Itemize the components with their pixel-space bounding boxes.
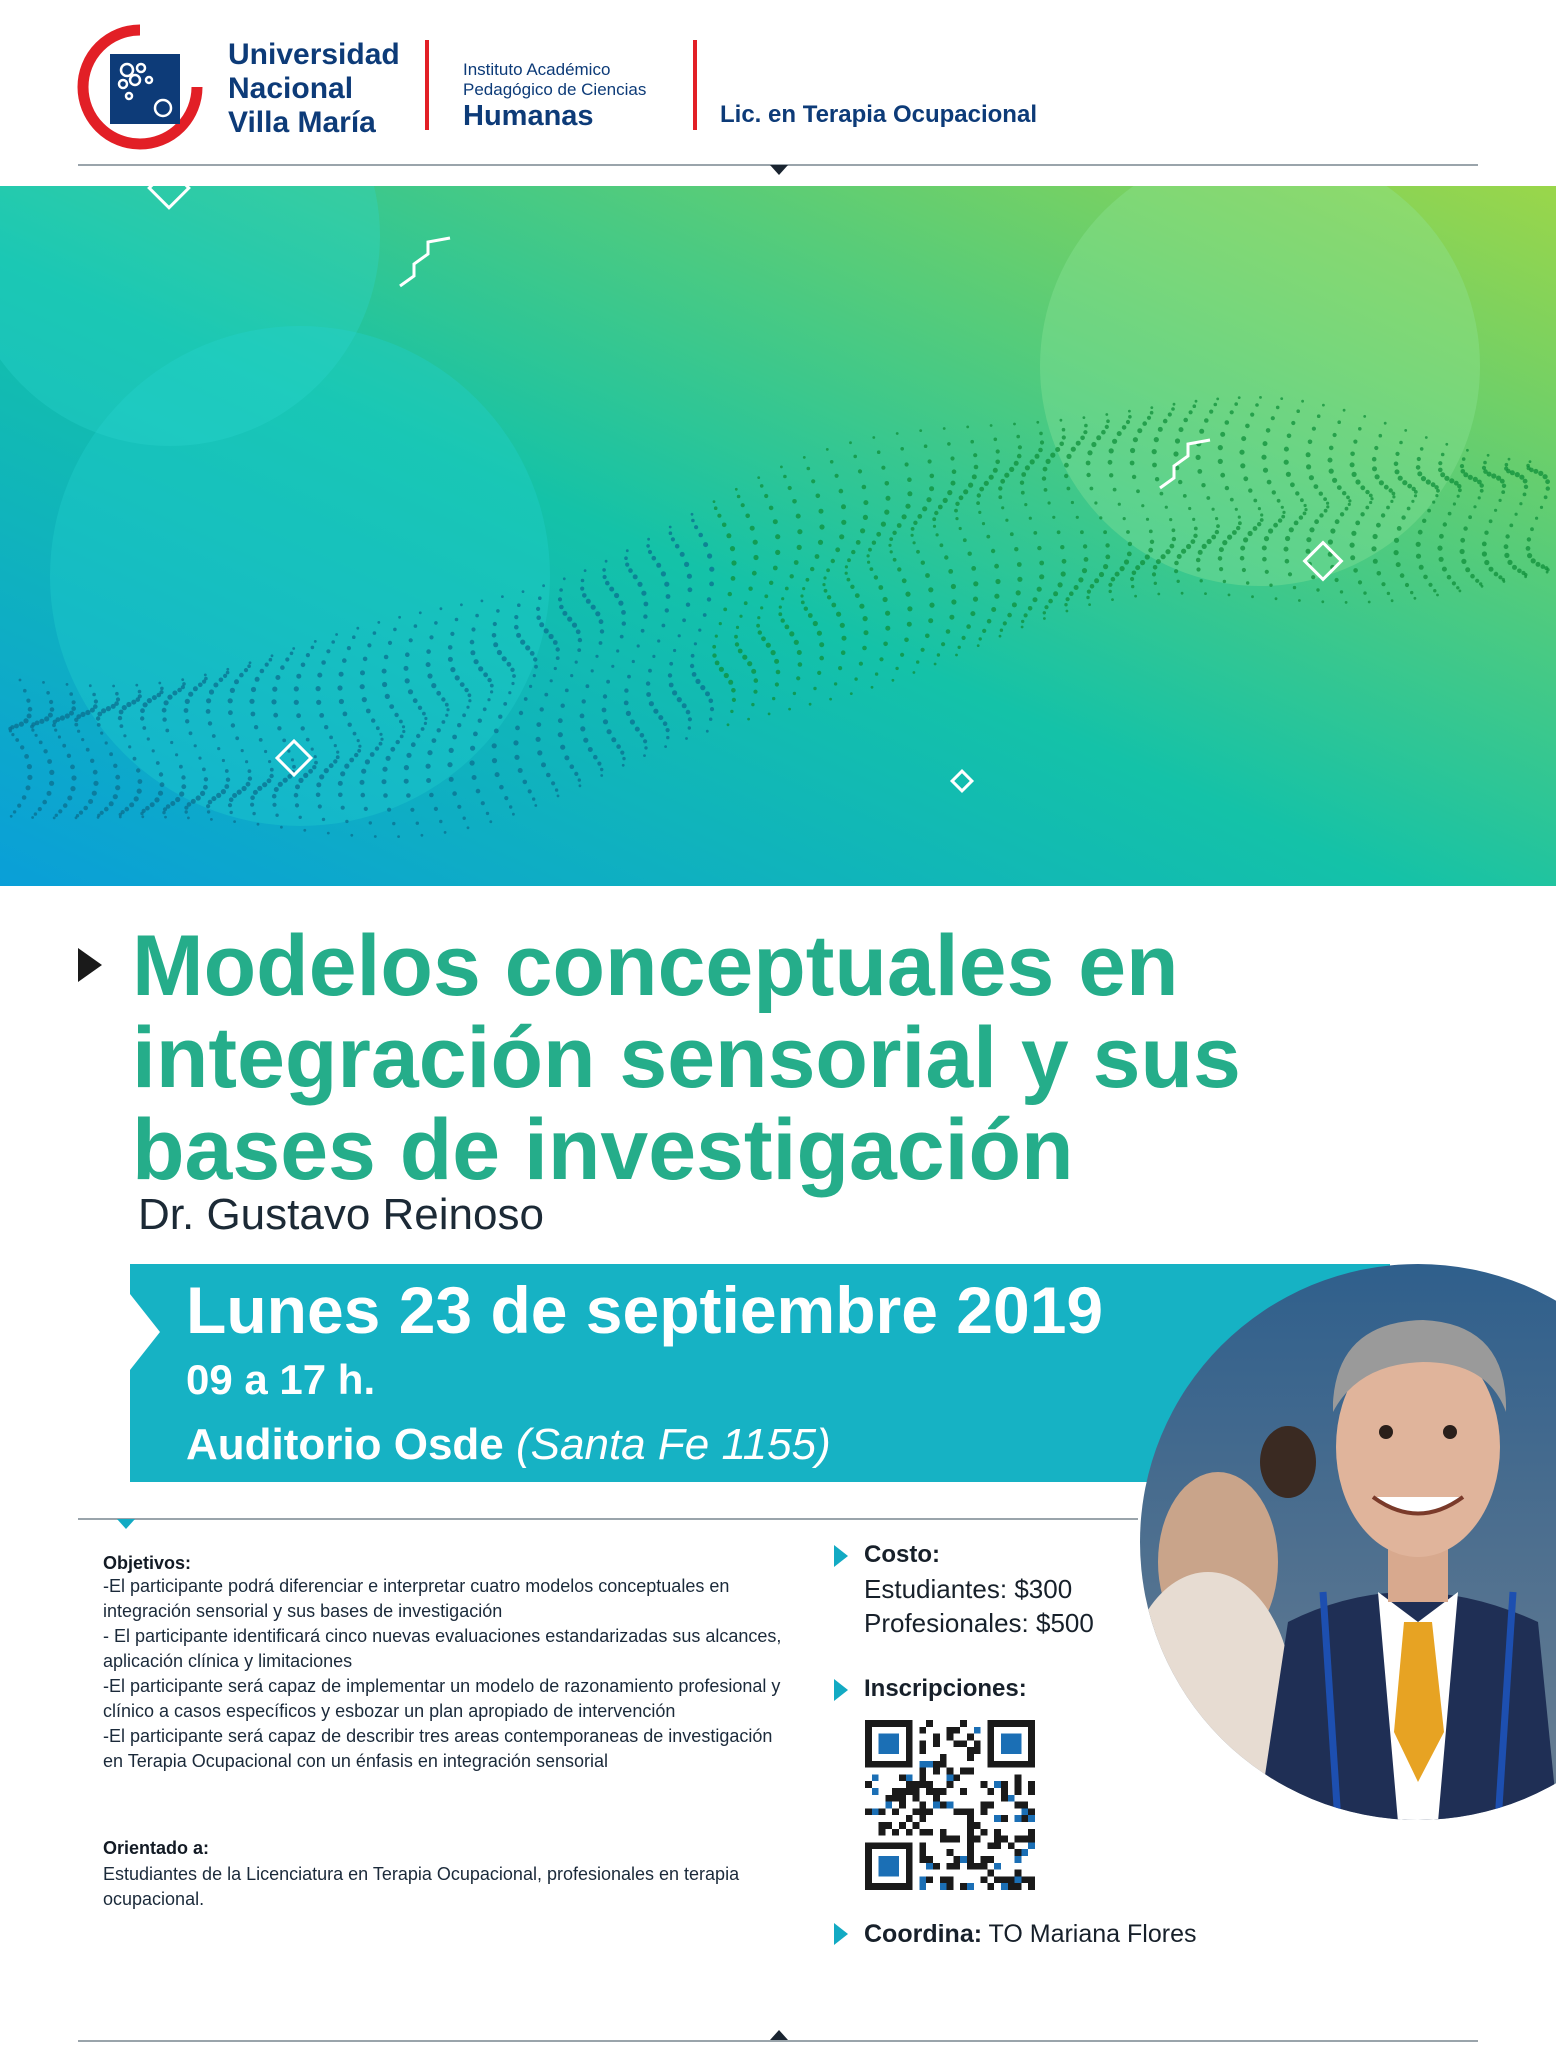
cost-heading: Costo: xyxy=(864,1541,940,1568)
registration-heading: Inscripciones: xyxy=(864,1675,1027,1702)
audience-heading: Orientado a: xyxy=(103,1838,210,1858)
coordinator-name: TO Mariana Flores xyxy=(988,1920,1197,1948)
university-logo-icon xyxy=(75,22,205,152)
coordinator-marker-icon xyxy=(834,1923,848,1945)
event-time: 09 a 17 h. xyxy=(186,1356,376,1403)
coordinator-label: Coordina: xyxy=(864,1920,983,1948)
venue-name: Auditorio Osde xyxy=(186,1420,504,1469)
objective-item: -El participante podrá diferenciar e interpretar cuatro modelos conceptuales en integración sensorial y sus bases de investigación xyxy=(103,1576,730,1621)
cost-professionals: Profesionales: $500 xyxy=(864,1608,1094,1638)
cost-students: Estudiantes: $300 xyxy=(864,1574,1073,1604)
band-notch xyxy=(130,1294,160,1370)
institute-name: Instituto Académico Pedagógico de Ciencias Humanas xyxy=(463,60,647,132)
title-marker-icon xyxy=(78,948,102,982)
objective-item: - El participante identificará cinco nuevas evaluaciones estandarizadas sus alcances, aplicación clínica y limitaciones xyxy=(103,1626,782,1671)
program-name: Lic. en Terapia Ocupacional xyxy=(720,101,1037,128)
venue-address: (Santa Fe 1155) xyxy=(516,1420,831,1469)
objective-item: -El participante será capaz de implementar un modelo de razonamiento profesional y clínico a casos específicos y esbozar un plan apropiado de intervención xyxy=(103,1676,781,1721)
speaker-photo xyxy=(1138,1262,1556,1822)
hero-banner xyxy=(0,186,1556,886)
registration-marker-icon xyxy=(834,1679,848,1701)
footer-divider xyxy=(78,2040,1478,2042)
university-name: Universidad Nacional Villa María xyxy=(228,38,400,139)
footer-marker-icon xyxy=(770,2030,788,2040)
cost-marker-icon xyxy=(834,1545,848,1567)
objectives-heading: Objetivos: xyxy=(103,1553,192,1573)
event-date: Lunes 23 de septiembre 2019 xyxy=(186,1273,1104,1347)
header-separator xyxy=(425,40,429,130)
objectives-section xyxy=(103,1553,793,1774)
speaker-name: Dr. Gustavo Reinoso xyxy=(138,1190,544,1239)
audience-text: Estudiantes de la Licenciatura en Terapia Ocupacional, profesionales en terapia ocupacional. xyxy=(103,1864,740,1909)
qr-code-icon[interactable] xyxy=(865,1720,1035,1890)
divider-marker-icon xyxy=(117,1519,135,1529)
divider-marker-icon xyxy=(770,165,788,175)
header-separator xyxy=(693,40,697,130)
body-divider xyxy=(78,1518,1138,1520)
objective-item: -El participante será capaz de describir tres areas contemporaneas de investigación en Terapia Ocupacional con un énfasis en integración sensorial xyxy=(103,1726,773,1771)
event-title: Modelos conceptuales en integración sensorial y sus bases de investigación xyxy=(132,918,1241,1198)
coordinator xyxy=(864,1917,1196,1951)
event-venue xyxy=(186,1420,831,1470)
